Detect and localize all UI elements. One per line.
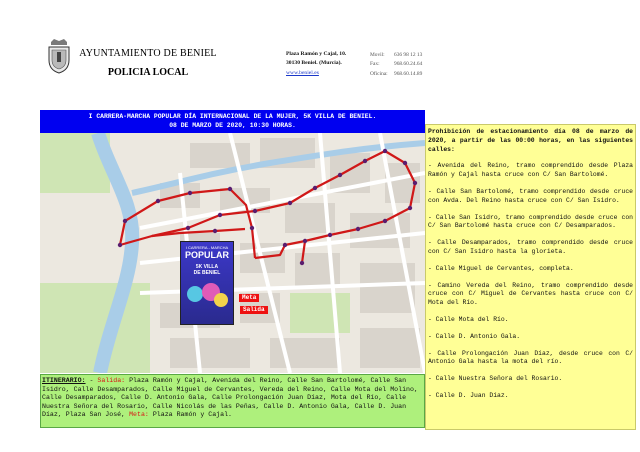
park-area [290, 293, 350, 333]
prohibition-item: - Calle Mota del Río. [428, 315, 509, 323]
prohibition-item: - Camino Vereda del Reino, tramo comprendido desde cruce con C/ Miguel de Cervantes hasta cruce con C/ Mota del Río. [428, 281, 633, 307]
finish-marker: Meta [239, 294, 259, 302]
parking-prohibition-box [425, 124, 636, 430]
poster-line2: POPULAR [184, 250, 229, 260]
contact-value-mobile: 636 98 12 13 [394, 52, 423, 58]
itinerary-start-label: Salida: [97, 377, 126, 384]
prohibition-item: - Calle Desamparados, tramo comprendido desde cruce con C/ San Isidro hasta la glorieta. [428, 239, 633, 255]
prohibition-item: - Calle San Bartolomé, tramo comprendido desde cruce con Avda. Del Reino hasta cruce con C/ San Isidro. [428, 187, 633, 204]
prohibition-item: - Calle San Isidro, tramo comprendido desde cruce con C/ San Bartolomé hasta cruce con C/ Desamparados. [428, 213, 633, 230]
org-title: AYUNTAMIENTO DE BENIEL [79, 48, 217, 59]
poster-line4: DE BENIEL [193, 270, 221, 276]
prohibition-item: - Calle Nuestra Señora del Rosario. [428, 375, 563, 383]
event-date: 08 DE MARZO DE 2020, 10:30 HORAS. [169, 122, 296, 129]
prohibition-header: Prohibición de estacionamiento día 08 de marzo de 2020, a partir de las 00:00 horas, en las siguientes calles: [428, 128, 633, 153]
runners-illustration [181, 276, 231, 312]
contact-label-mobile: Movil: [370, 52, 385, 58]
itinerary-route-text: Plaza Ramón y Cajal, Avenida del Reino, Calle San Bartolomé, Calle San Isidro, Calle Desamparados, Calle Miguel de Cervantes, Vereda del Reino, Calle Mota del Molino, Calle Desamparados, Calle D. Antonio Gala, Calle Prolongación Juan Díaz, Mota del Río, Calle Nuestra Señora del Rosario, Calle Nicolás de las Peñas, Calle D. Antonio Gala, Calle D. Juan Díaz, Plaza San José, [42, 377, 418, 419]
itinerary-box: ITINERARIO: - Salida: Plaza Ramón y Cajal, Avenida del Reino, Calle San Bartolomé, Calle San Isidro, Calle Desamparados, Calle Miguel de Cervantes, Vereda del Reino, Calle Mota del Molino, Calle Desamparados, Calle D. Antonio Gala, Calle Prolongación Juan Díaz, Mota del Río, Calle Nuestra Señora del Rosario, Calle Nicolás de las Peñas, Calle D. Antonio Gala, Calle D. Juan Díaz, Plaza San José, Meta: Plaza Ramón y Cajal. [40, 374, 425, 428]
park-area [40, 283, 150, 373]
contact-label-fax: Fax: [370, 61, 380, 67]
itinerary-title: ITINERARIO: [42, 377, 86, 384]
event-banner [40, 110, 425, 133]
poster-line1: I CARRERA - MARCHA [185, 245, 229, 250]
prohibition-item: - Calle D. Antonio Gala. [428, 332, 521, 340]
poster-line3: 5K VILLA [195, 264, 219, 270]
website-link[interactable]: www.beniel.es [286, 70, 319, 76]
start-marker: Salida [240, 306, 268, 314]
coat-of-arms-icon [46, 38, 72, 74]
contact-label-office: Oficina: [370, 71, 388, 77]
event-title: I CARRERA-MARCHA POPULAR DÍA INTERNACIONAL DE LA MUJER, 5K VILLA DE BENIEL. [88, 113, 377, 120]
contact-value-fax: 968.60.24.64 [394, 61, 423, 67]
contact-value-office: 968.60.14.89 [394, 71, 423, 77]
route-map [40, 133, 425, 373]
itinerary-finish-text: Plaza Ramón y Cajal. [152, 411, 232, 419]
prohibition-item: - Calle D. Juan Díaz. [428, 391, 509, 399]
itinerary-finish-label: Meta: [129, 411, 149, 419]
event-poster [180, 241, 234, 325]
address-line-2: 30130 Beniel. (Murcia). [286, 60, 342, 66]
prohibition-item: - Avenida del Reino, tramo comprendido desde Plaza Ramón y Cajal hasta cruce con C/ San Bartolomé. [428, 162, 633, 179]
prohibition-item: - Calle Miguel de Cervantes, completa. [428, 264, 574, 272]
org-subtitle: POLICIA LOCAL [107, 67, 189, 78]
address-line-1: Plaza Ramón y Cajal, 10. [286, 51, 347, 57]
prohibition-item: - Calle Prolongación Juan Díaz, desde cruce con C/ Antonio Gala hasta la mota del río. [428, 349, 633, 366]
